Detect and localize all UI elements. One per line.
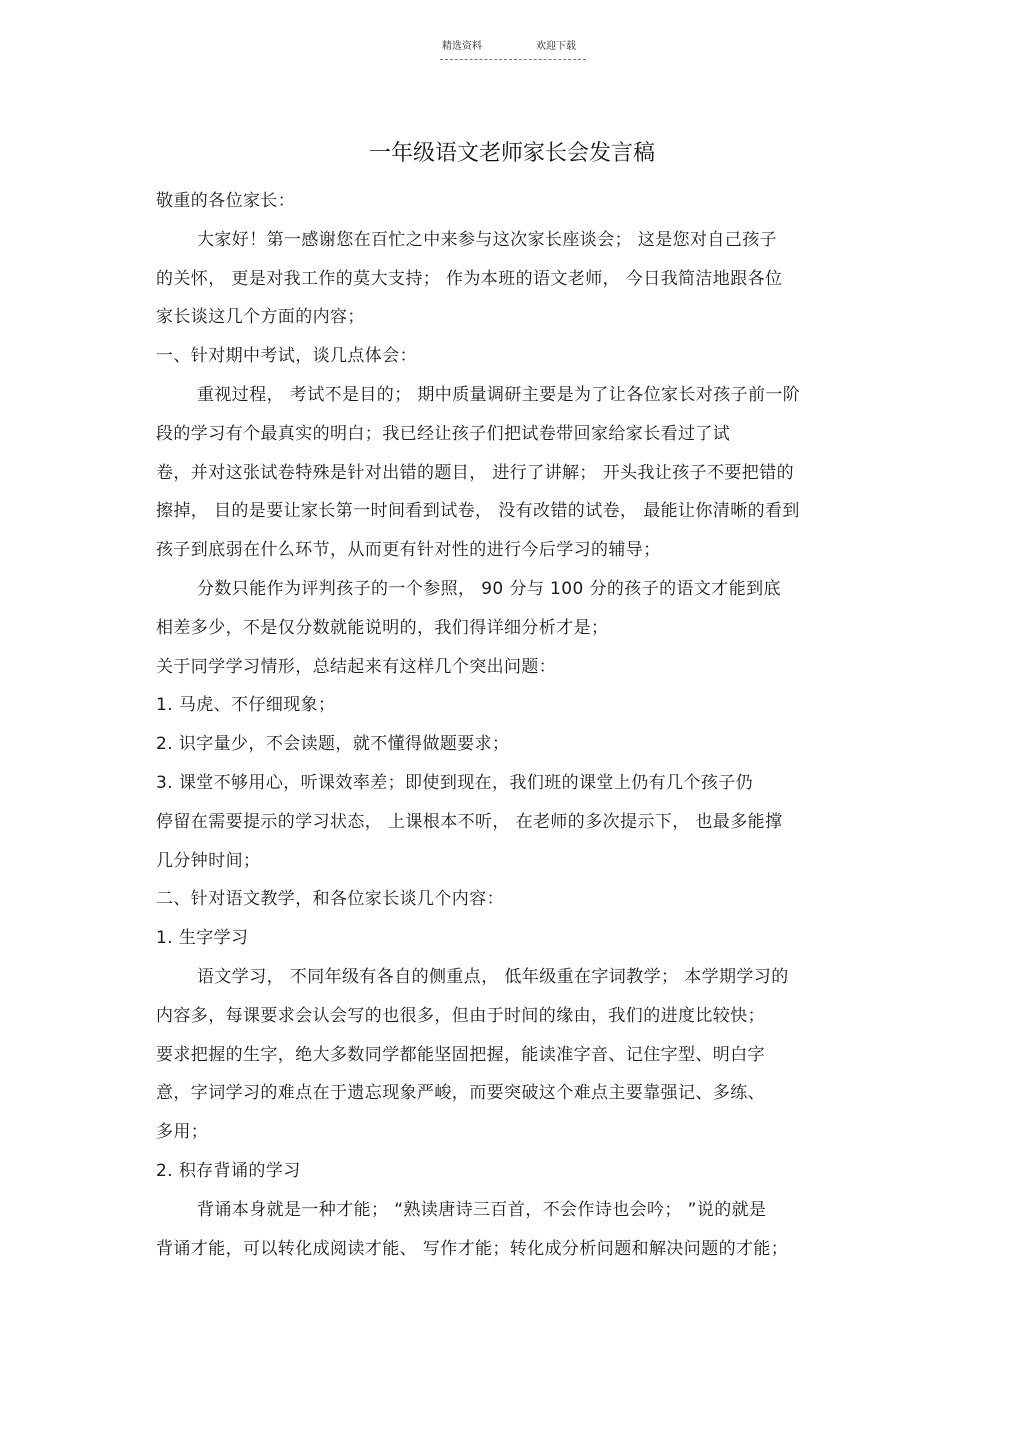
body-line: 多用； [156, 1122, 209, 1143]
list-item: 1. 马虎、不仔细现象； [156, 695, 336, 716]
body-line: 意，字词学习的难点在于遗忘现象严峻，而要突破这个难点主要靠强记、多练、 [156, 1083, 765, 1104]
body-line: 分数只能作为评判孩子的一个参照， 90 分与 100 分的孩子的语文才能到底 [197, 578, 781, 599]
body-line: 擦掉， 目的是要让家长第一时间看到试卷， 没有改错的试卷， 最能让你清晰的看到 [156, 501, 800, 522]
list-item: 2. 识字量少，不会读题，就不懂得做题要求； [156, 734, 510, 755]
body-line: 卷，并对这张试卷特殊是针对出错的题目， 进行了讲解； 开头我让孩子不要把错的 [156, 462, 795, 483]
document-body [156, 182, 872, 1268]
body-line: 要求把握的生字，绝大多数同学都能坚固把握，能读准字音、记住字型、明白字 [156, 1044, 765, 1065]
header-divider [440, 59, 586, 60]
body-line: 重视过程， 考试不是目的； 期中质量调研主要是为了让各位家长对孩子前一阶 [197, 384, 801, 405]
document-title: 一年级语文老师家长会发言稿 [368, 141, 655, 166]
body-line: 关于同学学习情形，总结起来有这样几个突出问题： [156, 656, 557, 677]
body-line: 家长谈这几个方面的内容； [156, 307, 365, 328]
body-line: 背诵本身就是一种才能； “熟读唐诗三百首，不会作诗也会吟； ”说的就是 [197, 1199, 767, 1220]
header-left-text: 精选资料 [442, 41, 482, 52]
list-item: 1. 生字学习 [156, 928, 249, 949]
body-line: 大家好！第一感谢您在百忙之中来参与这次家长座谈会； 这是您对自己孩子 [197, 229, 778, 250]
body-line: 几分钟时间； [156, 850, 261, 871]
page-header [0, 40, 1024, 64]
body-line: 背诵才能，可以转化成阅读才能、 写作才能；转化成分析问题和解决问题的才能； [156, 1238, 789, 1259]
body-line: 停留在需要提示的学习状态， 上课根本不听， 在老师的多次提示下， 也最多能撑 [156, 811, 783, 832]
body-line: 段的学习有个最真实的明白；我已经让孩子们把试卷带回家给家长看过了试 [156, 423, 731, 444]
body-line: 内容多，每课要求会认会写的也很多，但由于时间的缘由，我们的进度比较快； [156, 1005, 765, 1026]
list-item: 3. 课堂不够用心，听课效率差；即使到现在，我们班的课堂上仍有几个孩子仍 [156, 772, 754, 793]
body-line: 的关怀， 更是对我工作的莫大支持； 作为本班的语文老师， 今日我简洁地跟各位 [156, 268, 783, 289]
body-line: 孩子到底弱在什么环节，从而更有针对性的进行今后学习的辅导； [156, 540, 661, 561]
body-line: 语文学习， 不同年级有各自的侧重点， 低年级重在字词教学； 本学期学习的 [197, 966, 789, 987]
section-heading: 二、针对语文教学，和各位家长谈几个内容： [156, 889, 504, 910]
body-line: 相差多少，不是仅分数就能说明的，我们得详细分析才是； [156, 617, 609, 638]
header-right-text: 欢迎下载 [536, 41, 576, 52]
section-heading: 一、针对期中考试，谈几点体会： [156, 346, 417, 367]
body-line: 敬重的各位家长： [156, 191, 296, 211]
list-item: 2. 积存背诵的学习 [156, 1160, 301, 1181]
